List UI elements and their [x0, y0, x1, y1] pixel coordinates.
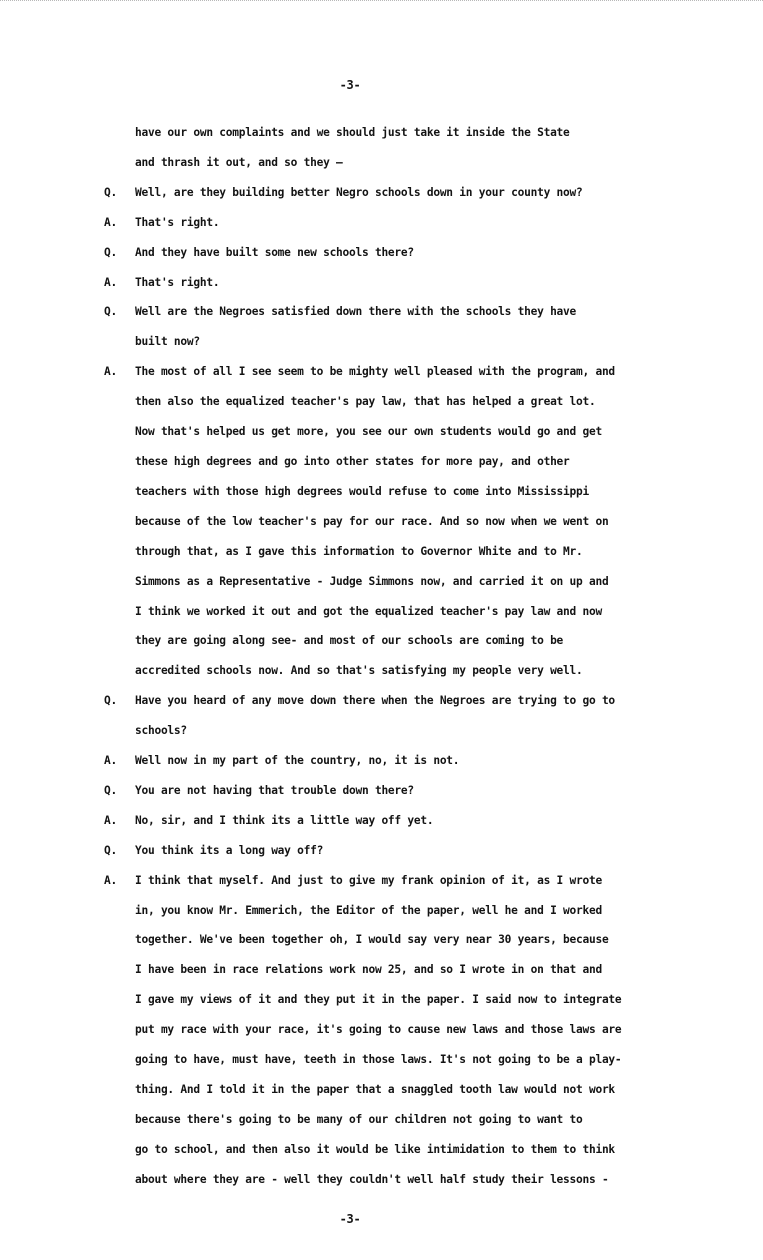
speaker-marker: Q. — [104, 245, 117, 259]
transcript-entry — [104, 836, 714, 866]
speaker-marker: A. — [104, 813, 117, 827]
transcript-entry — [104, 238, 714, 268]
page-top-border — [0, 0, 763, 1]
transcript-entry — [104, 866, 714, 1195]
speaker-marker: Q. — [104, 694, 117, 708]
transcript-entry — [104, 208, 714, 238]
speaker-marker: A. — [104, 275, 117, 289]
page-number-top: -3- — [339, 78, 361, 92]
transcript-entry — [104, 268, 714, 298]
transcript-line: and thrash it out, and so they — — [135, 155, 343, 169]
transcript-line: teachers with those high degrees would refuse to come into Mississippi — [135, 484, 589, 498]
speaker-marker: A. — [104, 754, 117, 768]
transcript-line: I gave my views of it and they put it in the paper. I said now to integrate — [135, 993, 622, 1007]
transcript-entry — [104, 357, 714, 686]
transcript-line: about where they are - well they couldn't well half study their lessons - — [135, 1172, 609, 1186]
speaker-marker: Q. — [104, 185, 117, 199]
transcript-entry — [104, 686, 714, 746]
transcript-line: Well are the Negroes satisfied down there with the schools they have — [135, 305, 577, 319]
transcript-line: built now? — [135, 335, 200, 349]
transcript-line: schools? — [135, 724, 187, 738]
transcript-line: accredited schools now. And so that's satisfying my people very well. — [135, 664, 583, 678]
transcript-line: Have you heard of any move down there when the Negroes are trying to go to — [135, 694, 615, 708]
transcript-line: because there's going to be many of our children not going to want to — [135, 1112, 583, 1126]
transcript-entry — [104, 297, 714, 357]
speaker-marker: Q. — [104, 305, 117, 319]
transcript-line: The most of all I see seem to be mighty well pleased with the program, and — [135, 365, 615, 379]
transcript-entry — [104, 178, 714, 208]
speaker-marker: A. — [104, 215, 117, 229]
transcript-line: And they have built some new schools there? — [135, 245, 414, 259]
transcript-entry — [104, 118, 714, 178]
transcript-line: That's right. — [135, 275, 220, 289]
transcript-line: then also the equalized teacher's pay law, that has helped a great lot. — [135, 395, 596, 409]
transcript-line: You think its a long way off? — [135, 843, 324, 857]
transcript-entry — [104, 776, 714, 806]
transcript-body — [104, 118, 714, 1195]
transcript-line: Simmons as a Representative - Judge Simmons now, and carried it on up and — [135, 574, 609, 588]
speaker-marker: A. — [104, 873, 117, 887]
transcript-line: together. We've been together oh, I would say very near 30 years, because — [135, 933, 609, 947]
transcript-line: I think that myself. And just to give my frank opinion of it, as I wrote — [135, 873, 602, 887]
transcript-line: No, sir, and I think its a little way off yet. — [135, 813, 434, 827]
transcript-line: in, you know Mr. Emmerich, the Editor of the paper, well he and I worked — [135, 903, 602, 917]
transcript-line: Well now in my part of the country, no, it is not. — [135, 754, 460, 768]
page-number-bottom: -3- — [339, 1212, 361, 1226]
transcript-line: I think we worked it out and got the equalized teacher's pay law and now — [135, 604, 602, 618]
transcript-line: these high degrees and go into other states for more pay, and other — [135, 454, 570, 468]
speaker-marker: Q. — [104, 783, 117, 797]
transcript-entry — [104, 806, 714, 836]
transcript-line: put my race with your race, it's going to cause new laws and those laws are — [135, 1023, 622, 1037]
transcript-line: I have been in race relations work now 25, and so I wrote in on that and — [135, 963, 602, 977]
transcript-line: thing. And I told it in the paper that a snaggled tooth law would not work — [135, 1083, 615, 1096]
transcript-entry — [104, 746, 714, 776]
transcript-line: go to school, and then also it would be like intimidation to them to think — [135, 1142, 615, 1156]
transcript-line: through that, as I gave this information to Governor White and to Mr. — [135, 544, 583, 558]
transcript-line: going to have, must have, teeth in those laws. It's not going to be a play- — [135, 1053, 622, 1067]
transcript-line: That's right. — [135, 215, 220, 229]
transcript-line: Well, are they building better Negro schools down in your county now? — [135, 185, 583, 199]
transcript-line: You are not having that trouble down there? — [135, 783, 414, 797]
transcript-line: Now that's helped us get more, you see our own students would go and get — [135, 425, 602, 439]
transcript-line: they are going along see- and most of our schools are coming to be — [135, 634, 564, 648]
transcript-line: have our own complaints and we should just take it inside the State — [135, 126, 570, 139]
speaker-marker: Q. — [104, 843, 117, 857]
speaker-marker: A. — [104, 365, 117, 379]
transcript-line: because of the low teacher's pay for our race. And so now when we went on — [135, 514, 609, 528]
